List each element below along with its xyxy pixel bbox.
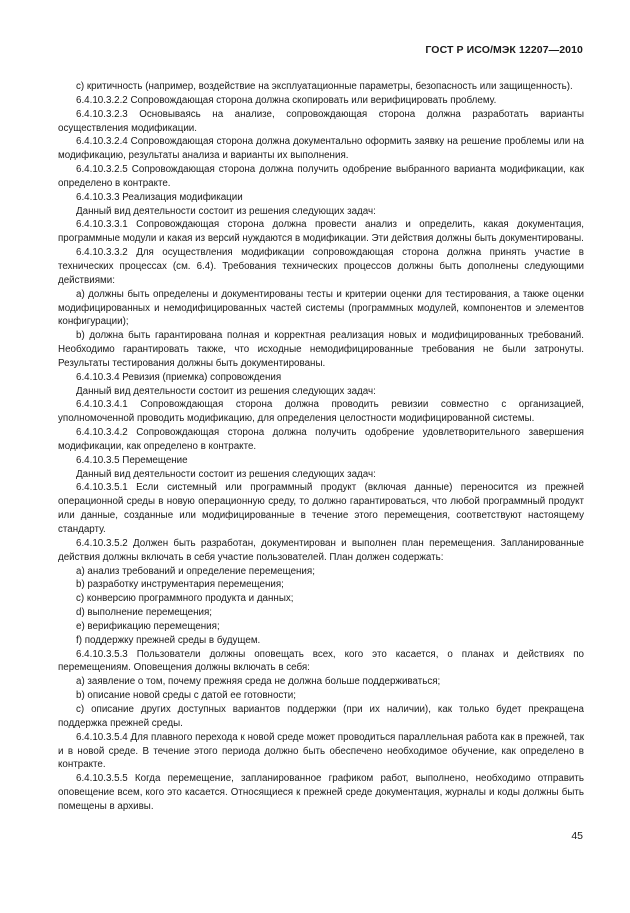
paragraph: Данный вид деятельности состоит из решения следующих задач:: [76, 385, 376, 397]
paragraph: a) должны быть определены и документированы тесты и критерии оценки для тестирования, а также оценки модифицированных и немодифицированных частей системы (программных модулей, компонентов и элементов конфигурации);: [58, 288, 584, 328]
paragraph: 6.4.10.3.4 Ревизия (приемка) сопровождения: [76, 371, 282, 383]
paragraph: b) разработку инструментария перемещения;: [76, 579, 284, 591]
paragraph: 6.4.10.3.5.4 Для плавного перехода к новой среде может проводиться параллельная работа как в прежней, так и в новой среде. В течение этого периода должно быть обеспечено необходимое обучение, как определено в контракте.: [58, 731, 584, 771]
body-text: [58, 80, 584, 814]
paragraph: 6.4.10.3.5.1 Если системный или программный продукт (включая данные) переносится из прежней операционной среды в новую операционную среду, то должно гарантироваться, что любой программный продукт или данные, созданные или модифицированные в течение этого перемещения, соответствуют настоящему стандарту.: [58, 482, 584, 535]
paragraph: e) верификацию перемещения;: [76, 620, 220, 632]
paragraph: 6.4.10.3.5.5 Когда перемещение, запланированное графиком работ, выполнено, необходимо отправить оповещение всем, кого это касается. Относящиеся к прежней среде документация, журналы и коды должны быть помещены в архивы.: [58, 773, 584, 812]
page-number: 45: [571, 830, 583, 842]
paragraph: 6.4.10.3.3.2 Для осуществления модификации сопровождающая сторона должна принять участие в технических процессах (см. 6.4). Требования технических процессов должны быть дополнены следующими действиями:: [58, 247, 584, 286]
paragraph: b) должна быть гарантирована полная и корректная реализация новых и модифицированных требований. Необходимо гарантировать также, что исходные немодифицированные требования не были затронуты. Результаты тестирования должны быть документированы.: [58, 330, 584, 369]
paragraph: a) заявление о том, почему прежняя среда не должна больше поддерживаться;: [76, 676, 441, 688]
paragraph: 6.4.10.3.3 Реализация модификации: [76, 191, 243, 203]
paragraph: c) описание других доступных вариантов поддержки (при их наличии), как только будет прекращена поддержка прежней среды.: [58, 703, 584, 729]
paragraph: Данный вид деятельности состоит из решения следующих задач:: [76, 468, 376, 480]
paragraph: f) поддержку прежней среды в будущем.: [76, 634, 261, 646]
paragraph: 6.4.10.3.2.4 Сопровождающая сторона должна документально оформить заявку на решение проблемы или на модификацию, результаты анализа и варианты их выполнения.: [58, 136, 584, 162]
paragraph: 6.4.10.3.2.5 Сопровождающая сторона должна получить одобрение выбранного варианта модификации, как определено в контракте.: [58, 164, 584, 189]
paragraph: c) конверсию программного продукта и данных;: [76, 593, 294, 605]
paragraph: Данный вид деятельности состоит из решения следующих задач:: [76, 205, 376, 217]
paragraph: 6.4.10.3.2.3 Основываясь на анализе, сопровождающая сторона должна разработать варианты осуществления модификации.: [58, 108, 584, 134]
paragraph: 6.4.10.3.3.1 Сопровождающая сторона должна провести анализ и определить, какая документация, программные модули и какая из версий нуждаются в модификации. Эти действия должны быть документированы.: [58, 219, 584, 245]
page-header-standard-title: ГОСТ Р ИСО/МЭК 12207—2010: [425, 44, 583, 56]
paragraph: c) критичность (например, воздействие на эксплуатационные параметры, безопасность или защищенность).: [76, 81, 573, 92]
paragraph: 6.4.10.3.5.3 Пользователи должны оповещать всех, кого это касается, о планах и действиях по перемещениям. Оповещения должны включать в себя:: [58, 648, 584, 674]
paragraph: d) выполнение перемещения;: [76, 607, 212, 619]
paragraph: b) описание новой среды с датой ее готовности;: [76, 690, 296, 702]
paragraph: 6.4.10.3.2.2 Сопровождающая сторона должна скопировать или верифицировать проблему.: [76, 94, 497, 106]
paragraph: 6.4.10.3.4.1 Сопровождающая сторона должна проводить ревизии совместно с организацией, уполномоченной проводить модификацию, для определения целостности модифицированной системы.: [58, 399, 584, 425]
paragraph: a) анализ требований и определение перемещения;: [76, 565, 315, 577]
paragraph: 6.4.10.3.4.2 Сопровождающая сторона должна получить одобрение удовлетворительного завершения модификации, как определено в контракте.: [58, 427, 584, 452]
paragraph: 6.4.10.3.5 Перемещение: [76, 454, 188, 466]
paragraph: 6.4.10.3.5.2 Должен быть разработан, документирован и выполнен план перемещения. Запланированные действия должны включать в себя участие пользователей. План должен содержать:: [58, 537, 584, 563]
